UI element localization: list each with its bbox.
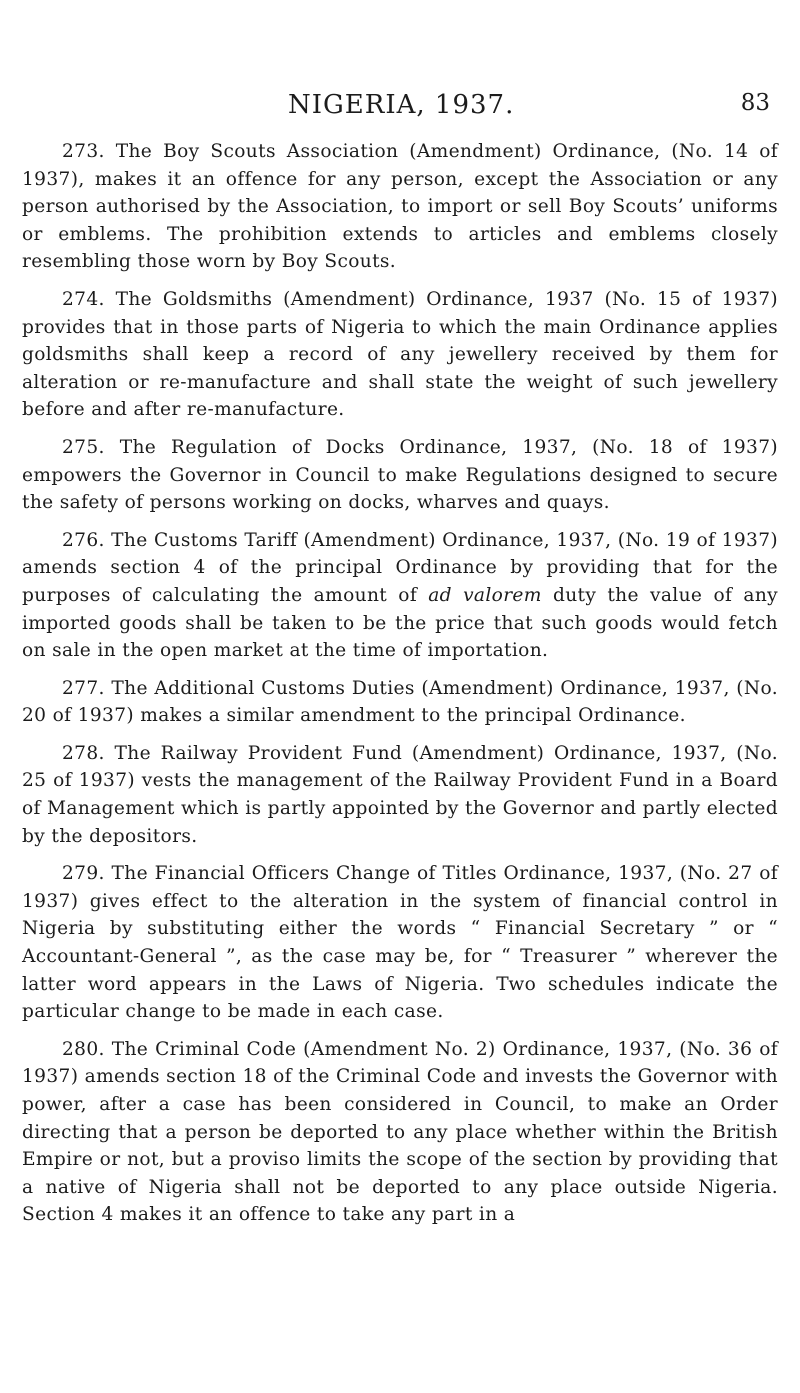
paragraph-278: 278. The Railway Provident Fund (Amendment) Ordinance, 1937, (No. 25 of 1937) vests the management of the Railway Provident Fund in a Board of Management which is partly appointed by the Governor and partly elected by the depositors. <box>22 742 778 847</box>
paragraph-276 <box>22 527 778 665</box>
paragraph-280: 280. The Criminal Code (Amendment No. 2) Ordinance, 1937, (No. 36 of 1937) amends section 18 of the Criminal Code and invests the Governor with power, after a case has been considered in Council, to make an Order directing that a person be deported to any place whether within the British Empire or not, but a proviso limits the scope of the section by providing that a native of Nigeria shall not be deported to any place outside Nigeria. Section 4 makes it an offence to take any part in a <box>22 1038 778 1226</box>
paragraph-274: 274. The Goldsmiths (Amendment) Ordinance, 1937 (No. 15 of 1937) provides that in those parts of Nigeria to which the main Ordinance applies goldsmiths shall keep a record of any jewellery received by them for alteration or re-manufacture and shall state the weight of such jewellery before and after re-manufacture. <box>22 288 778 421</box>
page-number: 83 <box>740 90 770 116</box>
paragraph-275: 275. The Regulation of Docks Ordinance, 1937, (No. 18 of 1937) empowers the Governor in Council to make Regulations designed to secure the safety of persons working on docks, wharves and quays. <box>22 436 778 514</box>
paragraph-277: 277. The Additional Customs Duties (Amendment) Ordinance, 1937, (No. 20 of 1937) makes a similar amendment to the principal Ordinance. <box>22 677 778 727</box>
running-head <box>0 90 800 130</box>
body-text <box>22 138 778 1239</box>
paragraph-276-text-after: duty the value of any imported goods shall be taken to be the price that such goods would fetch on sale in the open market at the time of importation. <box>22 584 778 662</box>
ad-valorem-italic: ad valorem <box>428 584 542 606</box>
paragraph-273: 273. The Boy Scouts Association (Amendment) Ordinance, (No. 14 of 1937), makes it an offence for any person, except the Association or any person authorised by the Association, to import or sell Boy Scouts’ uniforms or emblems. The prohibition extends to articles and emblems closely resembling those worn by Boy Scouts. <box>22 141 778 273</box>
paragraph-279: 279. The Financial Officers Change of Titles Ordinance, 1937, (No. 27 of 1937) gives effect to the alteration in the system of financial control in Nigeria by substituting either the words “ Financial Secretary ” or “ Accountant-General ”, as the case may be, for “ Treasurer ” wherever the latter word appears in the Laws of Nigeria. Two schedules indicate the particular change to be made in each case. <box>22 863 778 1023</box>
running-title: NIGERIA, 1937. <box>288 90 515 120</box>
paragraph-276-text-before: 276. The Customs Tariff (Amendment) Ordinance, 1937, (No. 19 of 1937) amends section 4 of the principal Ordinance by providing that for the purposes of calculating the amount of <box>22 529 778 606</box>
